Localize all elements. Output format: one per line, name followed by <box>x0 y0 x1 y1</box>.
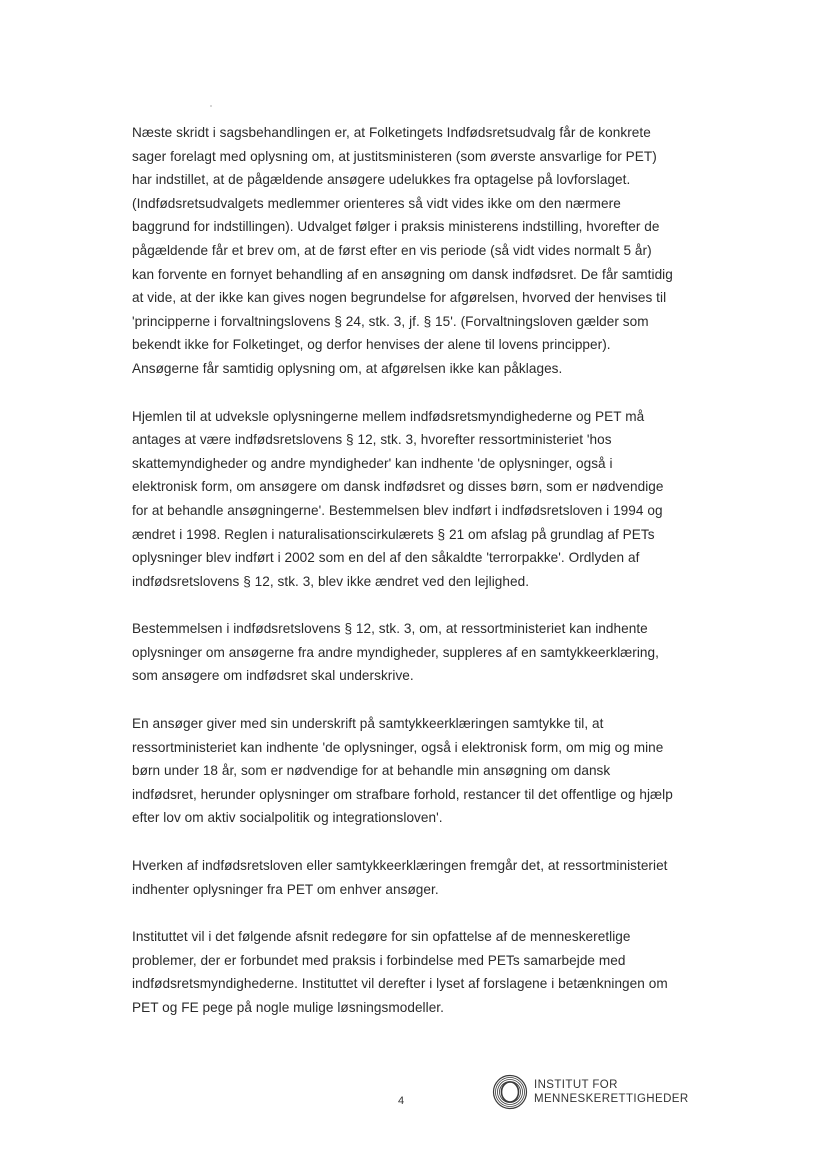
paragraph-4: En ansøger giver med sin underskrift på samtykkeerklæringen samtykke til, at ressortministeriet kan indhente 'de oplysninger, også i elektronisk form, om mig og mine børn under 18 år, som er nødvendige for at behandle min ansøgning om dansk indfødsret, herunder oplysninger om strafbare forhold, restancer til det offentlige og hjælp efter lov om aktiv socialpolitik og integrationsloven'. <box>132 716 673 826</box>
paragraph-6: Instituttet vil i det følgende afsnit redegøre for sin opfattelse af de menneskeretlige problemer, der er forbundet med praksis i forbindelse med PETs samarbejde med indfødsretsmyndighederne. Instituttet vil derefter i lyset af forslagene i betænkningen om PET og FE pege på nogle mulige løsningsmodeller. <box>132 929 668 1015</box>
institute-logo-icon <box>492 1074 528 1110</box>
document-body <box>132 121 692 1044</box>
paragraph-5: Hverken af indfødsretsloven eller samtykkeerklæringen fremgår det, at ressortministeriet indhenter oplysninger fra PET om enhver ansøger. <box>132 858 668 897</box>
logo-text-line2: MENNESKERETTIGHEDER <box>534 1093 689 1105</box>
paragraph-3: Bestemmelsen i indfødsretslovens § 12, stk. 3, om, at ressortministeriet kan indhente oplysninger om ansøgerne fra andre myndigheder, suppleres af en samtykkeerklæring, som ansøgere om indfødsret skal underskrive. <box>132 621 659 684</box>
scan-mark <box>210 105 212 107</box>
logo-text <box>534 1078 689 1106</box>
logo-text-line1: INSTITUT FOR <box>534 1079 618 1091</box>
page-number: 4 <box>398 1095 405 1107</box>
paragraph-2: Hjemlen til at udveksle oplysningerne mellem indfødsretsmyndighederne og PET må antages at være indfødsretslovens § 12, stk. 3, hvorefter ressortministeriet 'hos skattemyndigheder og andre myndigheder' kan indhente 'de oplysninger, også i elektronisk form, om ansøgere om dansk indfødsret og disses børn, som er nødvendige for at behandle ansøgningerne'. Bestemmelsen blev indført i indfødsretsloven i 1994 og ændret i 1998. Reglen i naturalisationscirkulærets § 21 om afslag på grundlag af PETs oplysninger blev indført i 2002 som en del af den såkaldte 'terrorpakke'. Ordlyden af indfødsretslovens § 12, stk. 3, blev ikke ændret ved den lejlighed. <box>132 408 664 589</box>
paragraph-1: Næste skridt i sagsbehandlingen er, at Folketingets Indfødsretsudvalg får de konkrete sager forelagt med oplysning om, at justitsministeren (som øverste ansvarlige for PET) har indstillet, at de pågældende ansøgere udelukkes fra optagelse på lovforslaget. (Indfødsretsudvalgets medlemmer orienteres så vidt vides ikke om den nærmere baggrund for indstillingen). Udvalget følger i praksis ministerens indstilling, hvorefter de pågældende får et brev om, at de først efter en vis periode (så vidt vides normalt 5 år) kan forvente en fornyet behandling af en ansøgning om dansk indfødsret. De får samtidig at vide, at der ikke kan gives nogen begrundelse for afgørelsen, hvorved der henvises til 'principperne i forvaltningslovens § 24, stk. 3, jf. § 15'. (Forvaltningsloven gælder som bekendt ikke for Folketinget, og derfor henvises der alene til lovens principper). Ansøgerne får samtidig oplysning om, at afgørelsen ikke kan påklages. <box>132 125 673 376</box>
institute-logo <box>492 1074 689 1110</box>
